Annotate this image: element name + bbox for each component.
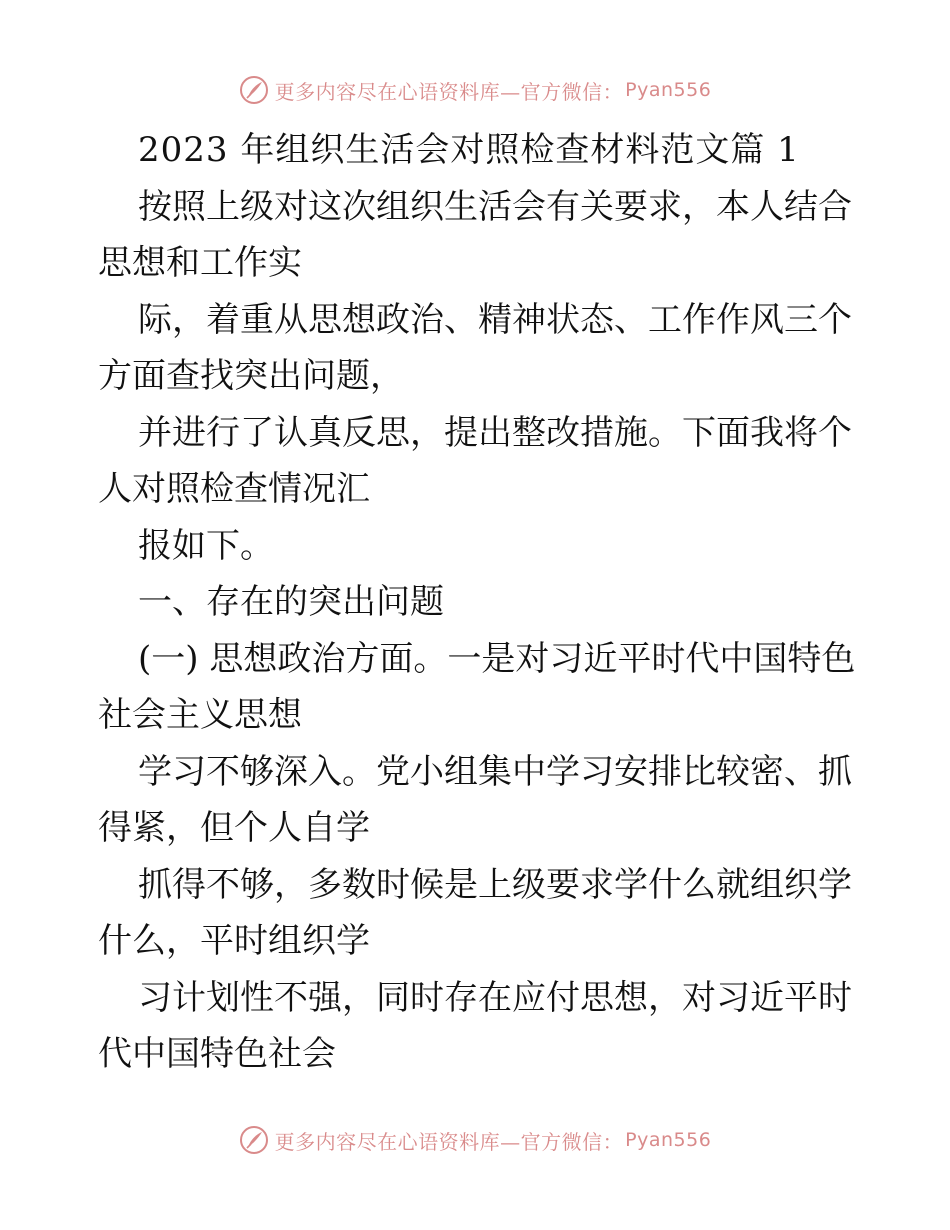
feather-quill-logo-icon xyxy=(239,1125,269,1155)
paragraph-line: 思想和工作实 xyxy=(98,243,302,283)
document-title: 2023 年组织生活会对照检查材料范文篇 1 xyxy=(138,130,800,170)
paragraph-line: 人对照检查情况汇 xyxy=(98,469,370,509)
footer-watermark xyxy=(0,1120,950,1160)
paragraph-line: 社会主义思想 xyxy=(98,695,302,735)
paragraph-line: 按照上级对这次组织生活会有关要求，本人结合 xyxy=(138,186,852,227)
paragraph-line: 什么，平时组织学 xyxy=(98,921,370,961)
feather-quill-logo-icon xyxy=(239,75,269,105)
paragraph-line: 得紧，但个人自学 xyxy=(98,808,370,848)
paragraph-line: 学习不够深入。党小组集中学习安排比较密、抓 xyxy=(138,751,852,792)
paragraph-line: 代中国特色社会 xyxy=(98,1034,336,1074)
paragraph-line: 并进行了认真反思，提出整改措施。下面我将个 xyxy=(138,412,852,453)
header-watermark xyxy=(0,70,950,110)
paragraph-line: 际，着重从思想政治、精神状态、工作作风三个 xyxy=(138,299,852,340)
section-heading: 一、存在的突出问题 xyxy=(138,582,444,622)
paragraph-line: 报如下。 xyxy=(138,525,274,566)
paragraph-line: 习计划性不强，同时存在应付思想，对习近平时 xyxy=(138,977,852,1018)
watermark-account: Pyan556 xyxy=(625,79,712,101)
watermark-text: 更多内容尽在心语资料库—官方微信： xyxy=(274,79,624,104)
paragraph-line: 抓得不够，多数时候是上级要求学什么就组织学 xyxy=(138,864,852,905)
paragraph-line: 方面查找突出问题， xyxy=(98,356,404,396)
watermark-account: Pyan556 xyxy=(625,1129,712,1151)
watermark-text: 更多内容尽在心语资料库—官方微信： xyxy=(274,1129,624,1154)
document-body xyxy=(98,122,858,1083)
paragraph-line: (一) 思想政治方面。一是对习近平时代中国特色 xyxy=(138,638,856,679)
